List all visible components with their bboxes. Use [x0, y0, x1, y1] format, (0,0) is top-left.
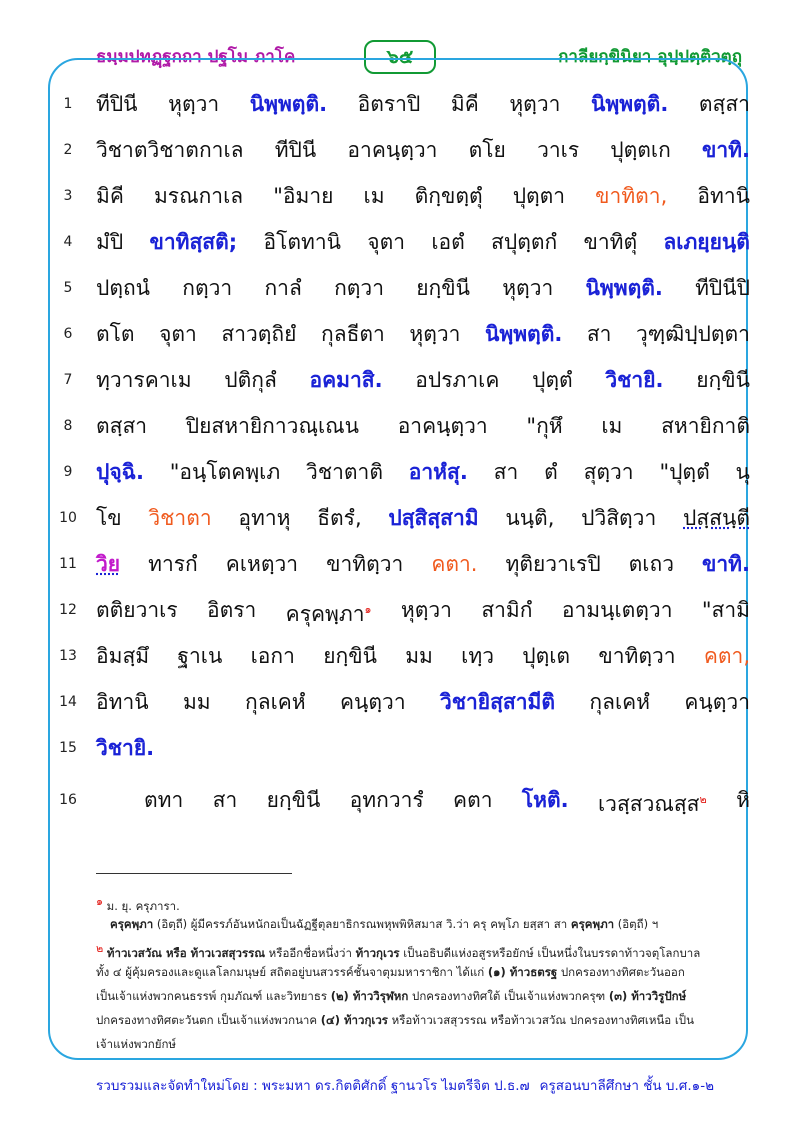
word: ปวิสิตฺวา	[581, 506, 657, 530]
line-number: 15	[59, 740, 77, 756]
text-line	[96, 127, 750, 173]
footnote-text: ปกครองทางทิศตะวันตก เป็นเจ้าแห่งพวกนาค	[96, 1013, 321, 1027]
text-line	[144, 777, 750, 823]
word: ปุตฺเต	[522, 644, 571, 668]
word: ลเภยฺยนฺติ	[663, 230, 750, 254]
text-line	[96, 633, 750, 679]
word: มม	[405, 644, 433, 668]
footer-credit: รวบรวมและจัดทำใหม่โดย : พระมหา ดร.กิตติศักดิ์ ฐานวโร ไมตรีจิต ป.ธ.๗	[96, 1078, 530, 1094]
word: ติกฺขตฺตุํ	[414, 184, 483, 208]
line-number: 4	[63, 234, 73, 250]
word: จุตา	[159, 322, 197, 346]
footnote-mark: ๑	[364, 603, 372, 616]
word: ขาทิ.	[701, 138, 750, 162]
line-number: 6	[63, 326, 73, 342]
word: ตสฺสา	[96, 414, 148, 438]
word: มม	[182, 690, 211, 714]
word: ยกฺขินี	[266, 788, 321, 812]
word: ตโย	[468, 138, 506, 162]
footnote-2-line	[96, 1033, 736, 1056]
word: วิชาตวิชาตกาเล	[96, 138, 244, 162]
word: นิพฺพตฺติ.	[591, 92, 669, 116]
line-number: 10	[59, 510, 77, 526]
word: หุตฺวา	[502, 276, 554, 300]
word: อิทานิ	[697, 184, 750, 208]
word: คนฺตฺวา	[684, 690, 750, 714]
word: อิมสฺมึ	[96, 644, 150, 668]
footnote-text: (อิตฺถี) ผู้มีครรภ์อันหนักอเป็นฉัฏฐีตุลยาธิกรณพหุพพิหิสมาส วิ.ว่า ครุ คพฺโภ ยสฺสา สา	[153, 917, 571, 931]
running-title-left: ธมฺมปทฏฺฐกถา ปฐโม ภาโค	[96, 47, 296, 67]
word: นุ	[735, 460, 750, 484]
word: สา	[493, 460, 519, 484]
footnote-text: ปกครองทางทิศใต้ เป็นเจ้าแห่งพวกครุฑ	[408, 989, 609, 1003]
word: สาวตฺถิยํ	[221, 322, 297, 346]
footnote-2-line	[96, 961, 736, 984]
word: สุตฺวา	[583, 460, 634, 484]
word: สา	[212, 788, 238, 812]
word: ปุตฺตา	[512, 184, 566, 208]
word: เอตํ	[431, 230, 465, 254]
word: ยกฺขินี	[416, 276, 470, 300]
word: ทีปินี	[96, 92, 138, 116]
word: ปุตฺตํ	[532, 368, 573, 392]
word	[286, 587, 372, 633]
word: มิคี	[450, 92, 479, 116]
word: ขาทิสฺสติ;	[149, 230, 238, 254]
word: "กุหึ	[526, 414, 563, 438]
word: มิคี	[96, 184, 124, 208]
line-number: 7	[63, 372, 73, 388]
line-number: 13	[59, 648, 77, 664]
word: ทีปินี	[274, 138, 317, 162]
word: ตทา	[144, 788, 184, 812]
word: หุตฺวา	[400, 598, 452, 622]
word: ปุตฺตเก	[610, 138, 671, 162]
word: ทฺวารคาเม	[96, 368, 192, 392]
footnote-term: ครุคพฺภา	[110, 917, 154, 931]
line-number: 14	[59, 694, 77, 710]
footer-course: ครูสอนบาลีศึกษา ชั้น บ.ศ.๑-๒	[539, 1078, 714, 1094]
word: อิตราปิ	[357, 92, 421, 116]
line-number: 8	[63, 418, 73, 434]
line-number: 11	[59, 556, 77, 572]
text-line	[96, 81, 750, 127]
word: วิย	[96, 552, 121, 576]
word: เทฺว	[461, 644, 494, 668]
footnote-text: ทั้ง ๔ ผู้คุ้มครองและดูแลโลกมนุษย์ สถิตอยู่บนสวรรค์ชั้นจาตุมมหาราชิกา ได้แก่	[96, 965, 488, 979]
word: สา	[586, 322, 612, 346]
line-number: 1	[63, 96, 73, 112]
word: กตฺวา	[334, 276, 385, 300]
line-number: 2	[63, 142, 73, 158]
word: ทีปินีปิ	[695, 276, 750, 300]
word: ปิยสหายิกาวณฺเณน	[185, 414, 359, 438]
word: วิชาตา	[148, 506, 212, 530]
word: วิชาตาติ	[306, 460, 383, 484]
footnote-2-line	[96, 1009, 736, 1032]
text-line	[96, 357, 750, 403]
word: โหติ.	[521, 788, 569, 812]
word: ขาทิตฺวา	[598, 644, 676, 668]
word: ตติยวาเร	[96, 598, 178, 622]
word: ทารกํ	[148, 552, 198, 576]
text-line	[96, 403, 750, 449]
word: วิชายิ.	[605, 368, 664, 392]
word: ตโต	[96, 322, 135, 346]
text-line	[96, 587, 750, 633]
word: กตฺวา	[182, 276, 233, 300]
word: สหายิกาติ	[661, 414, 750, 438]
text-line	[96, 173, 750, 219]
word: เม	[363, 184, 385, 208]
footnote-text: หรือท้าวเวสสุวรรณ หรือท้าวเวสวัณ ปกครองทางทิศเหนือ เป็น	[387, 1013, 694, 1027]
word: นิพฺพตฺติ.	[249, 92, 328, 116]
word: ขาทิ.	[702, 552, 750, 576]
footnote-text: ม. ยุ. ครุภารา.	[106, 898, 180, 913]
word: ปตฺถนํ	[96, 276, 151, 300]
footnote-2-line	[96, 985, 736, 1008]
word: คตา,	[703, 644, 750, 668]
word: นิพฺพตฺติ.	[485, 322, 563, 346]
word: ตํ	[544, 460, 558, 484]
word: กาลํ	[264, 276, 302, 300]
word: วาเร	[537, 138, 580, 162]
word: อาหํสุ.	[408, 460, 468, 484]
text-line	[96, 311, 750, 357]
word: อิทานิ	[96, 690, 149, 714]
word: อุทาหุ	[238, 506, 291, 530]
word: วิชายิ.	[96, 736, 155, 760]
word: วิชายิสฺสามีติ	[439, 690, 556, 714]
footnote-term: (๒) ท้าววิรุฬหก	[330, 989, 409, 1003]
running-title-right: กาลียกฺขินิยา อุปฺปตฺติวตฺถุ	[558, 47, 742, 67]
text-line	[96, 449, 750, 495]
word: สามิกํ	[481, 598, 533, 622]
word: กุลธีตา	[321, 322, 385, 346]
text-line	[96, 495, 750, 541]
text-line	[96, 725, 750, 771]
text-line	[96, 679, 750, 725]
line-number: 9	[63, 464, 73, 480]
word-text: เวสฺสวณสฺส	[597, 792, 700, 816]
line-number: 3	[63, 188, 73, 204]
word: ขาทิตฺวา	[326, 552, 404, 576]
word: กุลเคหํ	[589, 690, 651, 714]
word: นิพฺพตฺติ.	[585, 276, 663, 300]
line-number: 12	[59, 602, 77, 618]
word: มํปิ	[96, 230, 124, 254]
word: เอกา	[250, 644, 295, 668]
footnote-text: หรืออีกชื่อหนึ่งว่า	[265, 945, 356, 960]
word: นนฺติ,	[505, 506, 555, 530]
word: ปสฺสิสฺสามิ	[388, 506, 479, 530]
footnote-text: เป็นเจ้าแห่งพวกคนธรรพ์ กุมภัณฑ์ และวิทยาธร	[96, 989, 331, 1003]
word: อปรภาเค	[415, 368, 500, 392]
text-line	[96, 219, 750, 265]
footnote-mark: ๒	[96, 942, 104, 955]
word: "อนฺโตคพฺเภ	[169, 460, 281, 484]
footnote-term: ท้าวเวสวัณ หรือ ท้าวเวสสุวรรณ	[106, 945, 266, 960]
footnote-mark: ๑	[96, 895, 103, 908]
word: ตเถว	[628, 552, 674, 576]
word: "ปุตฺตํ	[659, 460, 710, 484]
footnote-term: (๔) ท้าวกุเวร	[320, 1013, 388, 1027]
word: จุตา	[367, 230, 406, 254]
word: เม	[601, 414, 623, 438]
footnote-term: (๑) ท้าวธตรฐ	[487, 965, 558, 979]
page-number: ๖๕	[364, 40, 436, 74]
word: ทุติยวาเรปิ	[505, 552, 601, 576]
word: สปุตฺตกํ	[491, 230, 558, 254]
line-number: 5	[63, 280, 73, 296]
word: คนฺตฺวา	[339, 690, 406, 714]
word: หิ	[736, 788, 750, 812]
word: ขาทิตา,	[595, 184, 668, 208]
word: คตา	[453, 788, 493, 812]
word: ขาทิตุํ	[583, 230, 638, 254]
footnote-divider	[96, 873, 292, 874]
word: อาคนฺตฺวา	[397, 414, 488, 438]
word: "สามิ	[701, 598, 750, 622]
word: อาคนฺตฺวา	[347, 138, 438, 162]
footnote-term: ครุคพฺภา	[570, 917, 615, 931]
word: อคมาสิ.	[309, 368, 383, 392]
word: กุลเคหํ	[244, 690, 306, 714]
word	[598, 777, 707, 823]
word: ตสฺสา	[698, 92, 750, 116]
word: วุฑฺฒิปฺปตฺตา	[636, 322, 750, 346]
word: อิโตทานิ	[263, 230, 341, 254]
word: คตา.	[431, 552, 478, 576]
word: หุตฺวา	[168, 92, 220, 116]
word: ปติกุลํ	[224, 368, 277, 392]
footnote-1-line	[110, 913, 750, 936]
word: หุตฺวา	[409, 322, 461, 346]
word: อุทกวารํ	[349, 788, 424, 812]
word: คเหตฺวา	[225, 552, 299, 576]
line-number: 16	[59, 792, 77, 808]
word: ยกฺขินี	[323, 644, 377, 668]
word-text: ครุคพฺภา	[285, 602, 365, 626]
footnote-text: (อิตฺถี) ฯ	[614, 917, 659, 931]
text-line	[96, 265, 750, 311]
footnote-mark: ๒	[699, 793, 707, 806]
word: ปสฺสนฺตี	[683, 506, 750, 530]
footnote-term: ท้าวกุเวร	[355, 945, 400, 960]
word: ฐาเน	[177, 644, 223, 668]
word: ยกฺขินี	[696, 368, 750, 392]
footnote-term: (๓) ท้าววิรูปักษ์	[608, 989, 687, 1003]
word: โข	[96, 506, 122, 530]
word: ธีตรํ,	[317, 506, 362, 530]
word: ปุจฺฉิ.	[96, 460, 144, 484]
word: หุตฺวา	[509, 92, 561, 116]
footnote-text: ปกครองทางทิศตะวันออก	[557, 965, 685, 979]
text-line	[96, 541, 750, 587]
footnote-text: เจ้าแห่งพวกยักษ์	[96, 1037, 177, 1051]
footnote-text: เป็นอธิบดีแห่งอสูรหรือยักษ์ เป็นหนึ่งในบรรดาท้าวจตุโลกบาล	[399, 945, 701, 960]
word: มรณกาเล	[153, 184, 244, 208]
word: อิตรา	[206, 598, 257, 622]
word: "อิมาย	[273, 184, 334, 208]
word: อามนฺเตตฺวา	[561, 598, 673, 622]
